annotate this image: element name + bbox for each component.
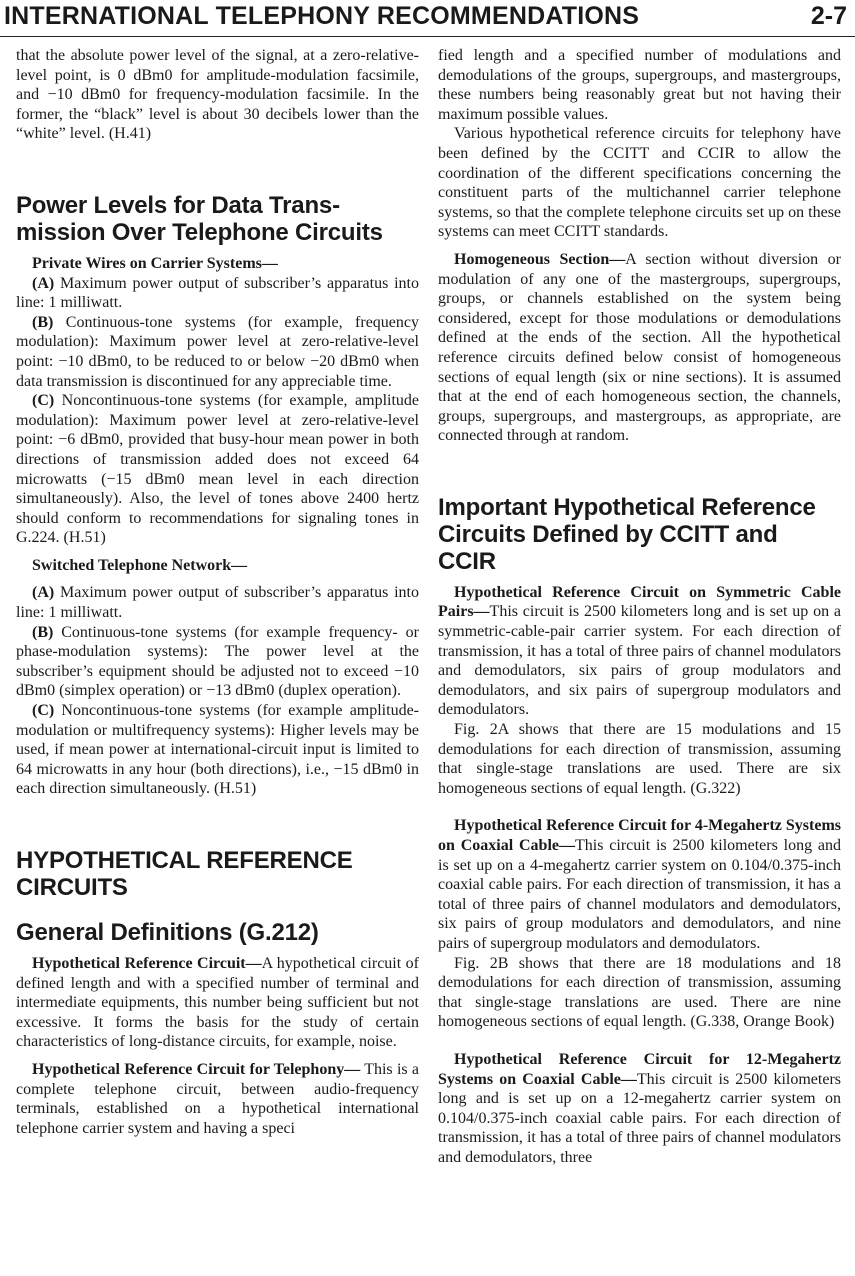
running-title: INTERNATIONAL TELEPHONY RECOMMENDATIONS (4, 2, 640, 30)
paragraph (438, 46, 841, 124)
paragraph-text: Fig. 2A shows that there are 15 modulations and 15 demodulations for each direction of transmission, assuming that single-stage translations are used. There are six homogeneous sections of equal length. (G.322) (438, 721, 841, 797)
run-in-heading: Homogeneous Section— (454, 250, 626, 268)
paragraph (16, 623, 419, 701)
section-heading: Power Levels for Data Transmission Over Telephone Circuits (16, 191, 383, 246)
paragraph-text: This circuit is 2500 kilometers long and is set up on a 12-megahertz carrier system on 0.104/0.375-inch coaxial cable pairs. For each direction of transmission, it has a total of three pairs of channel modulators and demodulators, three (438, 1070, 841, 1166)
run-in-heading: (C) (32, 702, 55, 720)
run-in-heading: (A) (32, 274, 55, 292)
run-in-heading: Hypothetical Reference Circuit on Symmetric Cable Pairs— (438, 583, 841, 621)
run-in-heading: Hypothetical Reference Circuit for 4-Megahertz Systems on Coaxial Cable— (438, 817, 841, 854)
paragraph (438, 250, 841, 446)
paragraph (16, 46, 419, 144)
paragraph (438, 816, 841, 953)
paragraph (16, 274, 419, 313)
run-in-heading: (B) (32, 623, 54, 641)
paragraph (438, 720, 841, 798)
subsection-heading: Switched Telephone Network— (32, 556, 248, 574)
page-number: 2-7 (810, 2, 847, 30)
subsection-heading: Private Wires on Carrier Systems— (32, 254, 278, 272)
run-in-heading: Hypothetical Reference Circuit— (32, 955, 262, 972)
paragraph-text: A section without diversion or modulation of any one of the mastergroups, supergroups, groups, or channels established on the system being considered, except for those modulations or demodulations defined at the ends of the section. All the hypothetical reference circuits defined below consist of homogeneous sections of equal length (six or nine sections). It is assumed that at the end of each homogeneous section, the channels, groups, supergroups, and mastergroups, as appropriate, are connected through at random. (438, 250, 841, 445)
paragraph (16, 1060, 419, 1138)
paragraph (438, 1050, 841, 1168)
paragraph-text: This circuit is 2500 kilometers long and is set up on a 4-megahertz carrier system on 0.104/0.375-inch coaxial cable pairs. For each direction of transmission, it has a total of three pairs of channel modulators and demodulators, six pairs of group modulators and demodulators, and nine pairs of supergroup modulators and demodulators. (438, 837, 842, 952)
run-in-heading: (B) (32, 313, 54, 331)
paragraph-text: Maximum power output of subscriber’s apparatus into line: 1 milliwatt. (16, 584, 419, 622)
paragraph-text: This is a complete telephone circuit, between audio-frequency terminals, established on a hypothetical international telephone carrier system and having a speci (16, 1060, 419, 1137)
paragraph-text: A hypothetical circuit of defined length and with a specified number of terminal and intermediate equipments, this number being sufficient but not excessive. It forms the basis for the study of certain characteristics of long-distance circuits, for example, noise. (16, 955, 419, 1051)
section-heading: Important Hypothetical Reference Circuits Defined by CCITT and CCIR (438, 493, 816, 575)
paragraph (16, 391, 419, 548)
paragraph (16, 583, 419, 622)
paragraph-text: Various hypothetical reference circuits for telephony have been defined by the CCITT and CCIR to allow the coordination of the different specifications concerning the constituent parts of the multichannel carrier telephone systems, so that the complete telephone circuits set up on these systems can meet CCITT standards. (438, 125, 842, 241)
paragraph-text: fied length and a specified number of modulations and demodulations of the groups, supergroups, and mastergroups, these numbers being reasonably great but not having their maximum possible values. (438, 47, 841, 123)
paragraph (438, 124, 841, 242)
run-in-heading: (C) (32, 392, 55, 410)
paragraph-text: Maximum power output of subscriber’s apparatus into line: 1 milliwatt. (16, 274, 419, 312)
run-in-heading: Hypothetical Reference Circuit for 12-Megahertz Systems on Coaxial Cable— (438, 1050, 841, 1088)
run-in-heading: Hypothetical Reference Circuit for Telephony— (32, 1060, 361, 1078)
paragraph (438, 583, 841, 720)
section-heading: General Definitions (G.212) (16, 919, 319, 946)
paragraph-text: Continuous-tone systems (for example frequency- or phase-modulation systems): The power level at the subscriber’s equipment should be adjusted not to exceed −10 dBm0 (simplex operation) or −13 dBm0 (duplex operation). (16, 623, 419, 700)
left-column (16, 46, 419, 1138)
run-in-heading: (A) (32, 584, 55, 602)
right-column (438, 46, 841, 1168)
paragraph-text: Noncontinuous-tone systems (for example amplitude-modulation or multifrequency systems): Higher levels may be used, if mean power at international-circuit input is limited to 64 microwatts in any hour (both directions), i.e., −15 dBm0 in each direction simultaneously. (H.51) (16, 702, 419, 798)
paragraph (438, 954, 841, 1032)
paragraph (16, 313, 419, 391)
paragraph-text: This circuit is 2500 kilometers long and is set up on a symmetric-cable-pair carrier system. For each direction of transmission, it has a total of three pairs of channel modulators and demodulators, six pairs of group modulators and demodulators, and six pairs of supergroup modulators and demodulators. (438, 603, 841, 719)
paragraph-text: Fig. 2B shows that there are 18 modulations and 18 demodulations for each direction of transmission, assuming that single-stage translations are used. There are nine homogeneous sections of equal length. (G.338, Orange Book) (438, 954, 841, 1031)
paragraph-text: Continuous-tone systems (for example, frequency modulation): Maximum power level at zero-relative-level point: −10 dBm0, to be reduced to or below −20 dBm0 when data transmission is discontinued for any appreciable time. (16, 313, 419, 390)
paragraph-text: that the absolute power level of the signal, at a zero-relative-level point, is 0 dBm0 for amplitude-modulation facsimile, and −10 dBm0 for frequency-modulation facsimile. In the former, the “black” level is about 30 decibels lower than the “white” level. (H.41) (16, 47, 419, 143)
running-header (0, 0, 855, 37)
paragraph (16, 954, 419, 1052)
paragraph (16, 701, 419, 799)
paragraph-text: Noncontinuous-tone systems (for example, amplitude modulation): Maximum power level at zero-relative-level point: −6 dBm0, provided that busy-hour mean power in both directions of transmission added does not exceed 64 microwatts (−15 dBm0 mean level in each direction simultaneously). Also, the level of tones above 2400 hertz should conform to recommendations for signaling tones in G.224. (H.51) (16, 392, 419, 547)
section-heading: HYPOTHETICAL REFERENCE CIRCUITS (16, 847, 353, 901)
